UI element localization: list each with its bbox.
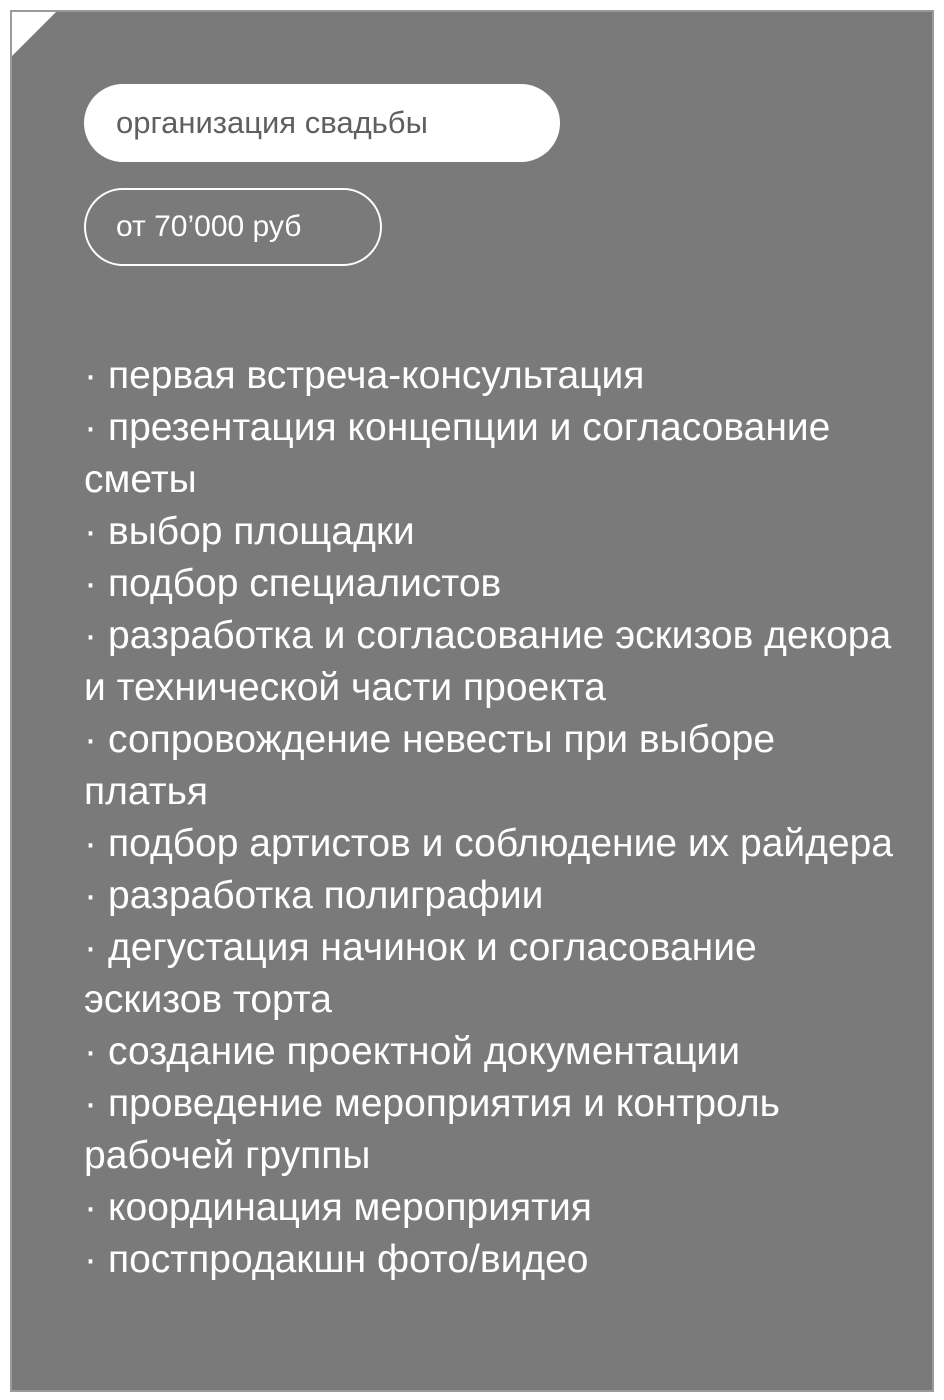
- service-item-text: координация мероприятия: [108, 1186, 592, 1229]
- corner-fold: [10, 10, 58, 58]
- service-item-text: разработка и согласование эскизов декора и технической части проекта: [84, 614, 892, 709]
- service-item: [84, 558, 894, 610]
- bullet: ·: [84, 510, 97, 553]
- bullet: ·: [84, 926, 97, 969]
- bullet: ·: [84, 1238, 97, 1281]
- bullet: ·: [84, 1082, 97, 1125]
- service-item-text: разработка полиграфии: [108, 874, 544, 917]
- bullet: ·: [84, 718, 97, 761]
- service-item-text: сопровождение невесты при выборе платья: [84, 718, 776, 813]
- bullet: ·: [84, 874, 97, 917]
- service-item-text: подбор специалистов: [108, 562, 502, 605]
- service-item: [84, 506, 894, 558]
- price-pill: [84, 188, 382, 266]
- service-item: [84, 714, 894, 818]
- service-item-text: дегустация начинок и согласование эскизов торта: [84, 926, 757, 1021]
- service-title: организация свадьбы: [116, 105, 428, 140]
- service-item-text: презентация концепции и согласование сметы: [84, 406, 831, 501]
- service-title-pill: [84, 84, 560, 162]
- service-item: [84, 350, 894, 402]
- service-item-text: первая встреча-консультация: [108, 354, 645, 397]
- bullet: ·: [84, 1186, 97, 1229]
- bullet: ·: [84, 614, 97, 657]
- service-item: [84, 1234, 894, 1286]
- service-item-text: выбор площадки: [108, 510, 415, 553]
- service-item: [84, 1182, 894, 1234]
- service-item: [84, 870, 894, 922]
- service-card: [10, 10, 934, 1392]
- service-item-text: проведение мероприятия и контроль рабочей группы: [84, 1082, 780, 1177]
- service-item: [84, 818, 894, 870]
- service-item-text: подбор артистов и соблюдение их райдера: [108, 822, 893, 865]
- bullet: ·: [84, 822, 97, 865]
- bullet: ·: [84, 562, 97, 605]
- bullet: ·: [84, 1030, 97, 1073]
- service-item: [84, 610, 894, 714]
- bullet: ·: [84, 354, 97, 397]
- service-item: [84, 1026, 894, 1078]
- service-item-text: создание проектной документации: [108, 1030, 740, 1073]
- service-item: [84, 922, 894, 1026]
- price-label: от 70’000 руб: [116, 210, 302, 243]
- service-item-text: постпродакшн фото/видео: [108, 1238, 589, 1281]
- service-item: [84, 1078, 894, 1182]
- service-item: [84, 402, 894, 506]
- services-list: [84, 350, 894, 1286]
- bullet: ·: [84, 406, 97, 449]
